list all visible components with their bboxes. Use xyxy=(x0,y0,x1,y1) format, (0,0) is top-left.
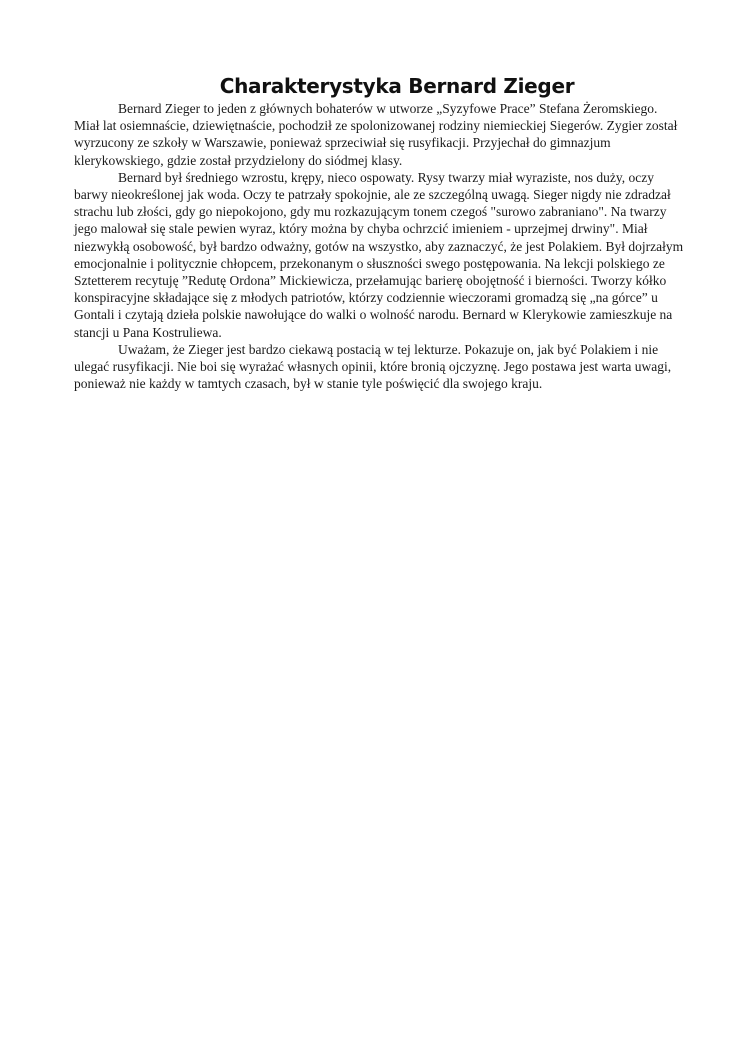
document-title: Charakterystyka Bernard Zieger xyxy=(219,74,575,98)
paragraph-description: Bernard był średniego wzrostu, krępy, nieco ospowaty. Rysy twarzy miał wyraziste, nos duży, oczy barwy nieokreślonej jak woda. Oczy te patrzały spokojnie, ale ze szczególną uwagą. Sieger nigdy nie zdradzał strachu lub złości, gdy go niepokojono, gdy mu rozkazującym tonem czegoś "surowo zabraniano". Na twarzy jego malował się stale pewien wyraz, który można by chyba ochrzcić imieniem - uprzejmej drwiny". Miał niezwykłą osobowość, był bardzo odważny, gotów na wszystko, aby zaznaczyć, że jest Polakiem. Był dojrzałym emocjonalnie i politycznie chłopcem, przekonanym o słuszności swego postępowania. Na lekcji polskiego ze Sztetterem recytuję ”Redutę Ordona” Mickiewicza, przełamując barierę obojętność i bierności. Tworzy kółko konspiracyjne składające się z młodych patriotów, którzy codziennie wieczorami gromadzą się „na górce” u Gontali i czytają dzieła polskie nawołujące do walki o wolność narodu. Bernard w Klerykowie zamieszkuje na stancji u Pana Kostruliewa. xyxy=(74,169,684,340)
document-body xyxy=(74,100,684,392)
paragraph-opinion: Uważam, że Zieger jest bardzo ciekawą postacią w tej lekturze. Pokazuje on, jak być Polakiem i nie ulegać rusyfikacji. Nie boi się wyrażać własnych opinii, które bronią ojczyznę. Jego postawa jest warta uwagi, ponieważ nie każdy w tamtych czasach, był w stanie tyle poświęcić dla swojego kraju. xyxy=(74,341,672,392)
paragraph-intro: Bernard Zieger to jeden z głównych bohaterów w utworze „Syzyfowe Prace” Stefana Żeromskiego. Miał lat osiemnaście, dziewiętnaście, pochodził ze spolonizowanej rodziny niemieckiej Siegerów. Zygier został wyrzucony ze szkoły w Warszawie, ponieważ sprzeciwiał się rusyfikacji. Przyjechał do gimnazjum klerykowskiego, gdzie został przydzielony do siódmej klasy. xyxy=(74,101,678,168)
